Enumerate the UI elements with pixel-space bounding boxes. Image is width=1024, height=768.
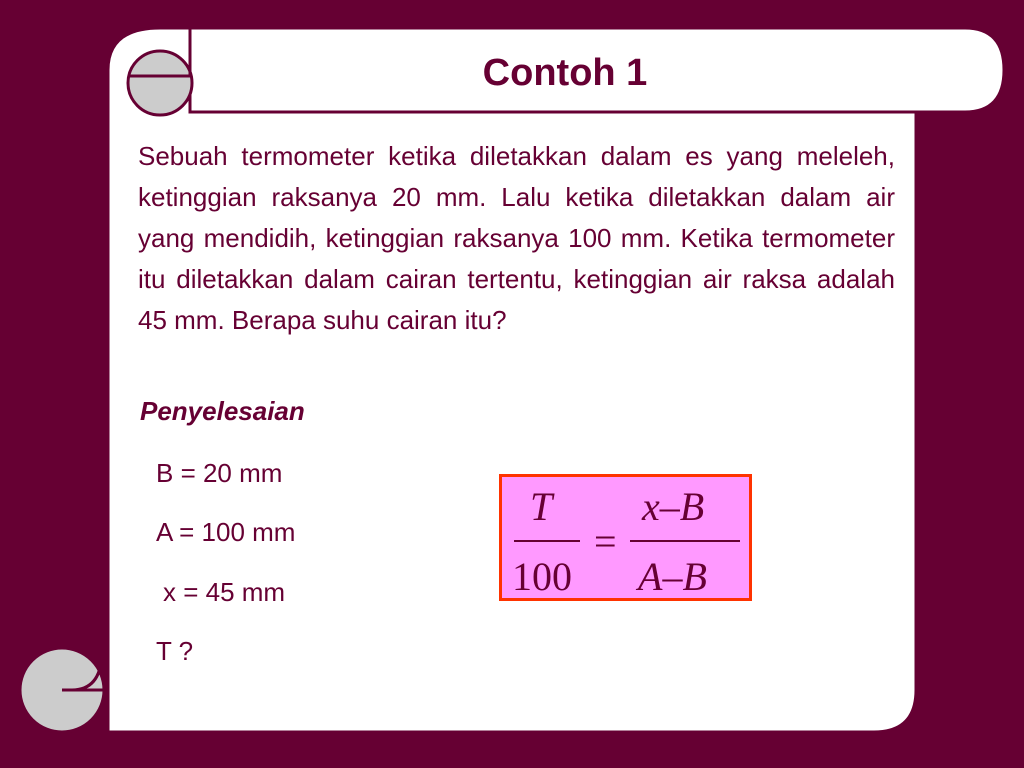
formula-left-numerator: T bbox=[530, 484, 553, 529]
solution-heading: Penyelesaian bbox=[140, 396, 305, 426]
scroll-sheet bbox=[108, 28, 916, 732]
problem-text: Sebuah termometer ketika diletakkan dalam es yang meleleh, ketinggian raksanya 20 mm. Lalu ketika diletakkan dalam air yang mendidih, ketinggian raksanya 100 mm. Ketika termometer itu diletakkan dalam cairan tertentu, ketinggian air raksa adalah 45 mm. Berapa suhu cairan itu? bbox=[138, 141, 895, 335]
formula-equals: = bbox=[594, 519, 617, 564]
unknown-t: T ? bbox=[156, 636, 194, 666]
formula-box bbox=[499, 474, 752, 601]
formula-right-fraction-bar bbox=[630, 540, 740, 542]
given-b: B = 20 mm bbox=[156, 458, 283, 488]
formula-right-denominator: A–B bbox=[638, 554, 707, 599]
formula-left-denominator: 100 bbox=[512, 554, 572, 599]
formula-right-numerator: x–B bbox=[642, 484, 705, 529]
formula-left-fraction-bar bbox=[514, 540, 580, 542]
top-curl-icon bbox=[128, 51, 192, 115]
given-x: x = 45 mm bbox=[163, 577, 286, 607]
given-a: A = 100 mm bbox=[156, 517, 296, 547]
slide-title: Contoh 1 bbox=[482, 52, 648, 94]
